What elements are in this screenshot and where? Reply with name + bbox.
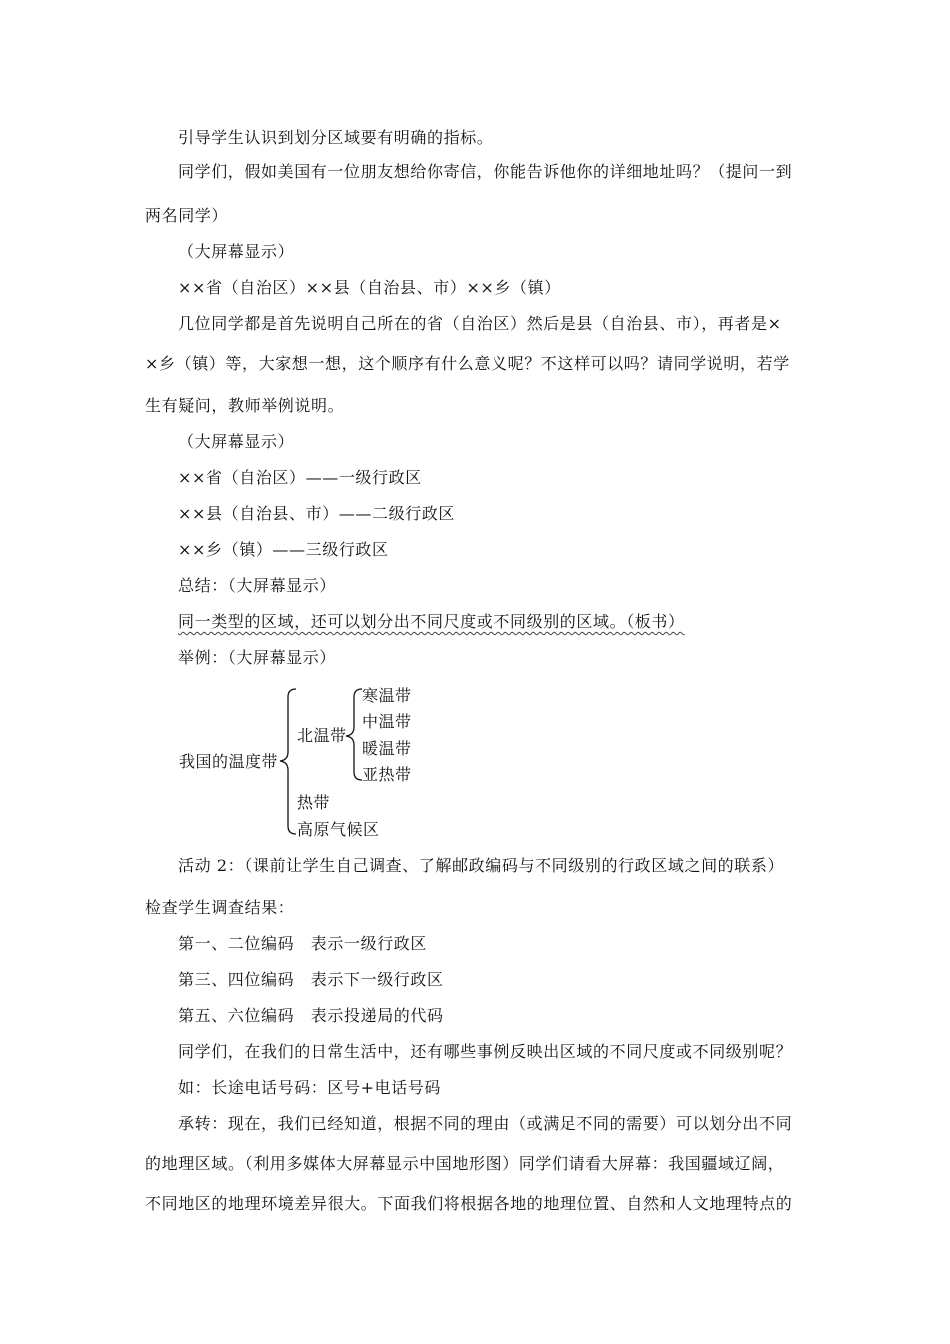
root-brace (280, 689, 296, 834)
activity-2: 活动 2：（课前让学生自己调查、了解邮政编码与不同级别的行政区域之间的联系） (178, 856, 785, 875)
paragraph-1: 引导学生认识到划分区域要有明确的指标。 (178, 128, 494, 147)
tree-branch-plateau: 高原气候区 (297, 820, 380, 839)
screen-note-1: （大屏幕显示） (178, 242, 295, 261)
branch-brace (346, 689, 362, 780)
phone-example: 如：长途电话号码：区号+电话号码 (178, 1078, 442, 1097)
tree-branch-north-temperate: 北温带 (297, 726, 347, 745)
tree-sub-warm-temperate: 暖温带 (362, 739, 412, 758)
level-2-admin: ××县（自治县、市）——二级行政区 (178, 504, 456, 523)
transition-line-1: 承转：现在，我们已经知道，根据不同的理由（或满足不同的需要）可以划分出不同 (178, 1114, 793, 1133)
paragraph-5-line-2: ×乡（镇）等，大家想一想，这个顺序有什么意义呢？不这样可以吗？请同学说明，若学 (145, 354, 790, 373)
transition-line-3: 不同地区的地理环境差异很大。下面我们将根据各地的地理位置、自然和人文地理特点的 (145, 1194, 793, 1213)
example-label: 举例：（大屏幕显示） (178, 648, 337, 667)
paragraph-5-line-1: 几位同学都是首先说明自己所在的省（自治区）然后是县（自治县、市），再者是× (178, 314, 782, 333)
tree-sub-cold-temperate: 寒温带 (362, 686, 412, 705)
code-digits-5-6: 第五、六位编码 表示投递局的代码 (178, 1006, 444, 1025)
paragraph-5-line-3: 生有疑问，教师举例说明。 (145, 396, 345, 415)
tree-root: 我国的温度带 (179, 752, 279, 771)
tree-sub-subtropical: 亚热带 (362, 765, 412, 784)
paragraph-2-line-1: 同学们，假如美国有一位朋友想给你寄信，你能告诉他你的详细地址吗？（提问一到 (178, 162, 793, 181)
transition-line-2: 的地理区域。（利用多媒体大屏幕显示中国地形图）同学们请看大屏幕：我国疆域辽阔， (145, 1154, 785, 1173)
check-results: 检查学生调查结果： (145, 898, 295, 917)
tree-sub-mid-temperate: 中温带 (362, 712, 412, 731)
code-digits-1-2: 第一、二位编码 表示一级行政区 (178, 934, 428, 953)
address-format: ××省（自治区）××县（自治县、市）××乡（镇） (178, 278, 561, 297)
summary-label: 总结：（大屏幕显示） (178, 576, 337, 595)
level-1-admin: ××省（自治区）——一级行政区 (178, 468, 422, 487)
summary-board-note: 同一类型的区域，还可以划分出不同尺度或不同级别的区域。（板书） (178, 612, 685, 631)
screen-note-2: （大屏幕显示） (178, 432, 295, 451)
code-digits-3-4: 第三、四位编码 表示下一级行政区 (178, 970, 444, 989)
daily-life-question: 同学们，在我们的日常生活中，还有哪些事例反映出区域的不同尺度或不同级别呢？ (178, 1042, 793, 1061)
level-3-admin: ××乡（镇）——三级行政区 (178, 540, 389, 559)
tree-branch-tropical: 热带 (297, 793, 331, 812)
paragraph-2-line-2: 两名同学） (145, 206, 229, 225)
